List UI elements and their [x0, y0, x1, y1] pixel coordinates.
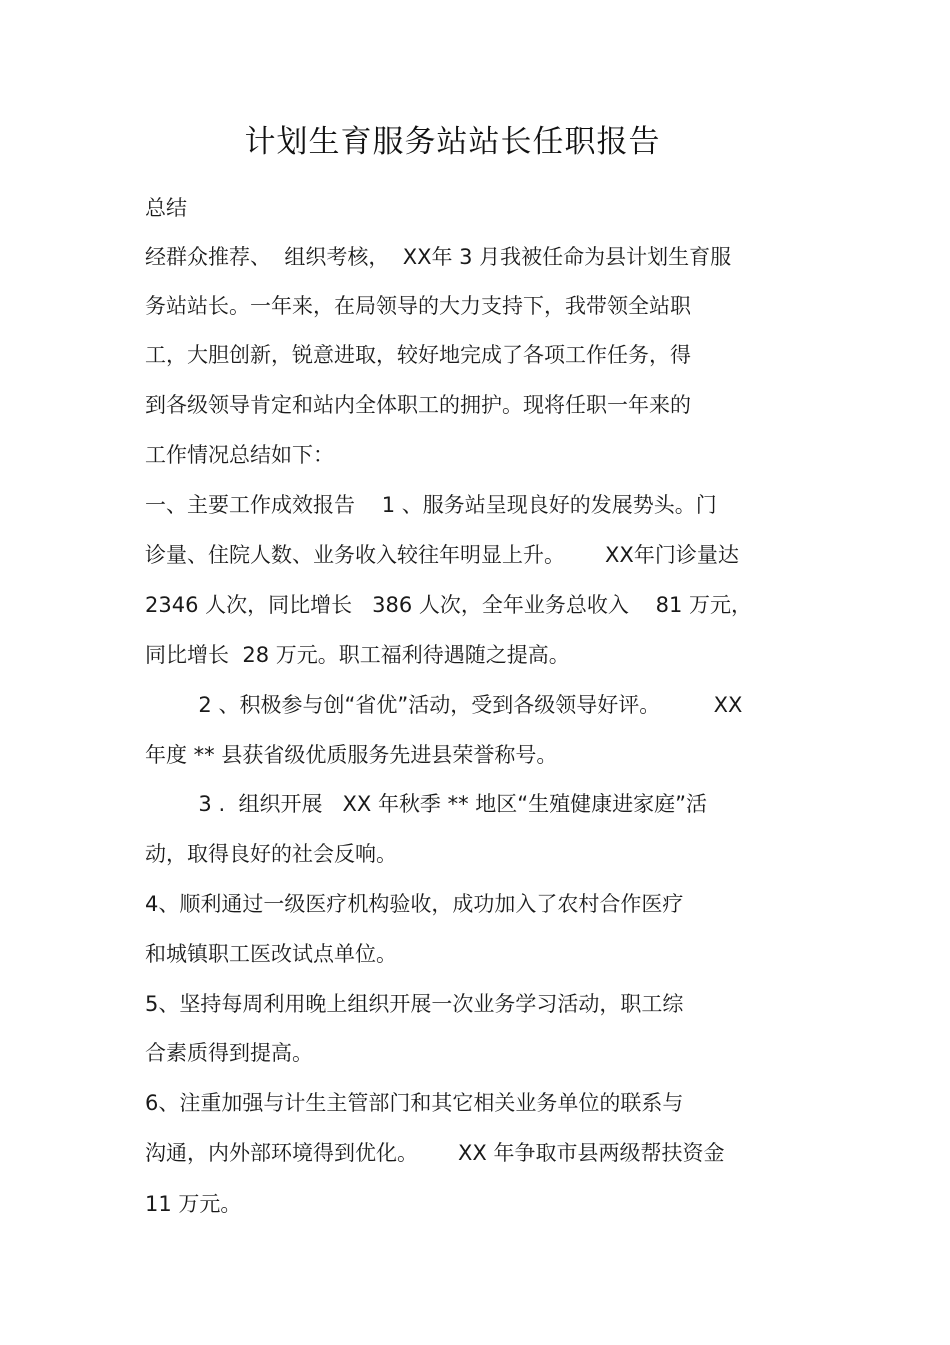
- text-line: 总结: [145, 196, 187, 220]
- text-line: 年度 ** 县获省级优质服务先进县荣誉称号。: [145, 743, 558, 767]
- text-line: 一、主要工作成效报告 1 、服务站呈现良好的发展势头。门: [145, 493, 717, 517]
- text-line: 到各级领导肯定和站内全体职工的拥护。现将任职一年来的: [145, 393, 691, 417]
- text-line: 2 、积极参与创“省优”活动，受到各级领导好评。 XX: [145, 693, 743, 717]
- text-line: 动，取得良好的社会反响。: [145, 842, 397, 866]
- text-line: 2346 人次，同比增长 386 人次，全年业务总收入 81 万元，: [145, 593, 752, 617]
- text-line: 诊量、住院人数、业务收入较往年明显上升。 XX年门诊量达: [145, 543, 739, 567]
- text-line: 同比增长 28 万元。职工福利待遇随之提高。: [145, 643, 570, 667]
- text-line: 6、注重加强与计生主管部门和其它相关业务单位的联系与: [145, 1091, 684, 1115]
- text-line: 工，大胆创新，锐意进取，较好地完成了各项工作任务，得: [145, 343, 691, 367]
- text-line: 4、顺利通过一级医疗机构验收，成功加入了农村合作医疗: [145, 892, 684, 916]
- text-line: 务站站长。一年来，在局领导的大力支持下，我带领全站职: [145, 294, 691, 318]
- text-line: 工作情况总结如下：: [145, 443, 334, 467]
- text-line: 和城镇职工医改试点单位。: [145, 942, 397, 966]
- text-line: 5、坚持每周利用晚上组织开展一次业务学习活动，职工综: [145, 992, 684, 1016]
- text-line: 沟通，内外部环境得到优化。 XX 年争取市县两级帮扶资金: [145, 1141, 725, 1165]
- text-line: 经群众推荐、 组织考核， XX年 3 月我被任命为县计划生育服: [145, 245, 732, 269]
- text-line: 合素质得到提高。: [145, 1041, 313, 1065]
- text-line: 11 万元。: [145, 1192, 242, 1216]
- text-line: 3 . 组织开展 XX 年秋季 ** 地区“生殖健康进家庭”活: [145, 792, 708, 816]
- document-title: 计划生育服务站站长任职报告: [244, 124, 661, 160]
